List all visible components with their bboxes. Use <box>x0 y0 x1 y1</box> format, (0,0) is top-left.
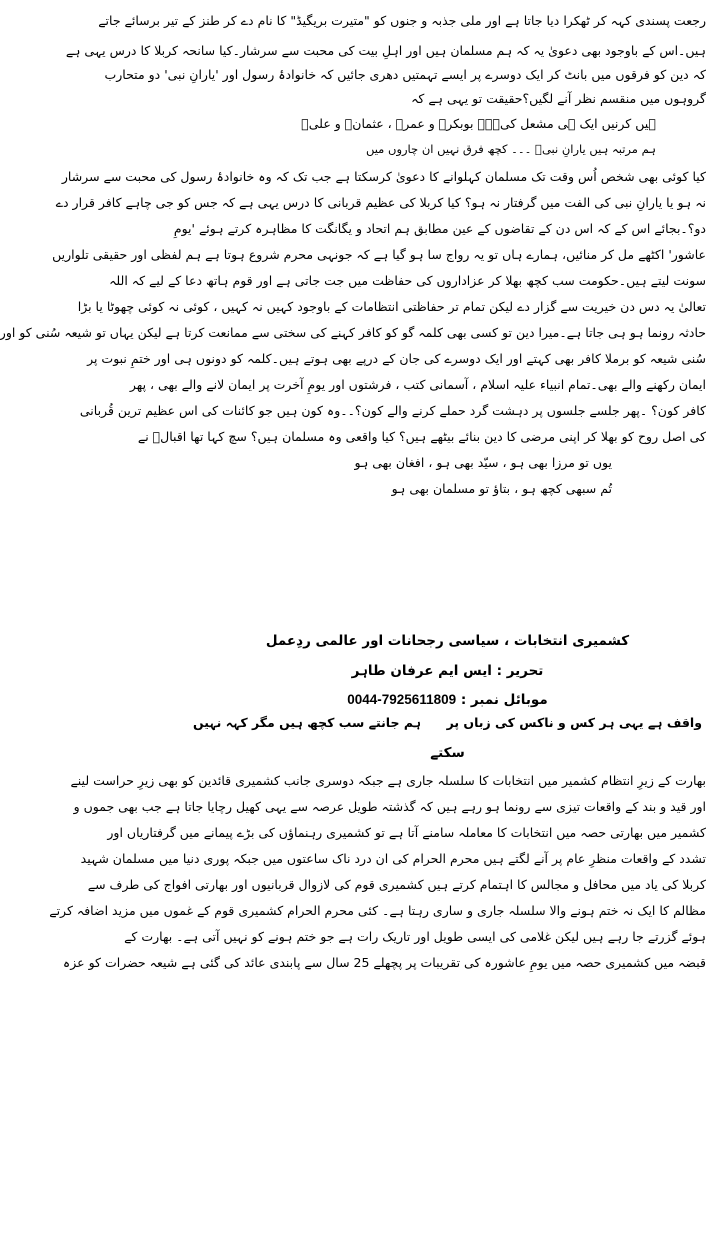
text-line: ہیں۔اس کے باوجود بھی دعویٰ یہ کہ ہم مسلمان ہیں اور اہلِ بیت کی محبت سے سرشار۔کیا سانحہ کربلا کا درس یہی ہے <box>65 43 706 58</box>
verse-right: واقف ہے یہی ہر کس و ناکس کی زباں پر <box>446 715 702 730</box>
text-line: گروہوں میں منقسم نظر آنے لگیں؟حقیقت تو یہی ہے کہ <box>411 91 706 106</box>
couplet-line: ہم مرتبہ ہیں یارانِ نبیؐ ۔۔۔ کچھ فرق نہیں ان چاروں میں <box>365 142 656 156</box>
text-line: حادثہ رونما ہو ہی جاتا ہے۔میرا دین تو کسی بھی کلمہ گو کو کافر کہنے کی سختی سے ممانعت کرتا ہے لیکن یہاں تو شیعہ سُنی کو اور <box>0 325 706 340</box>
couplet-line: یوں تو مرزا بھی ہو ، سیّد بھی ہو ، افغان بھی ہو <box>354 455 612 470</box>
text-line: نہ ہو یا یارانِ نبی کی الفت میں گرفتار نہ ہو؟ کیا کربلا کی عظیم قربانی کا درس یہی ہے کہ جس کو جی چاہے کافر قرار دے <box>55 195 706 210</box>
verse-end: سکتے <box>430 745 465 761</box>
text-line: تشدد کے واقعات منظرِ عام پر آنے لگتے ہیں محرم الحرام کی ان درد ناک ساعتوں میں جبکہ پوری دنیا میں مسلمان شہید <box>80 851 706 866</box>
text-line: سُنی شیعہ کو برملا کافر بھی کہتے اور ایک دوسرے کی جان کے درپے بھی ہوتے ہیں۔کلمہ کو دونوں ہی اور ختمِ نبوت پر <box>87 351 706 366</box>
mobile-label: موبائل نمبر : <box>460 692 548 708</box>
text-line: تعالیٰ یہ دس دن خیریت سے گزار دے لیکن تمام تر حفاظتی انتظامات کے باوجود کہیں نہ کہیں ، کوئی نہ کوئی چھوٹا یا بڑا <box>77 299 706 314</box>
mobile-number: 0044-7925611809 <box>347 692 457 707</box>
text-line: کیا کوئی بھی شخص اُس وقت تک مسلمان کہلوانے کا دعویٰ کرسکتا ہے جب تک کہ وہ خانوادۂ رسول کی محبت سے سرشار <box>61 169 706 184</box>
article-title: کشمیری انتخابات ، سیاسی رجحانات اور عالمی ردِعمل <box>265 633 630 649</box>
text-line: دو؟۔بجائے اس کے کہ اس دن کے تقاضوں کے عین مطابق ہم اتحاد و یگانگت کا مظاہرہ کرتے ہوئے 'یومِ <box>173 221 706 236</box>
text-line: اور قید و بند کے واقعات تیزی سے رونما ہو رہے ہیں کہ گذشتہ طویل عرصہ سے یہی کھیل رچایا جاتا ہے جب بھی جموں و <box>73 799 706 814</box>
text-line: ہوئے گزرتے جا رہے ہیں لیکن غلامی کی ایسی طویل اور تاریک رات ہے جو ختم ہونے کو نہیں آتی ہے۔ بھارت کے <box>124 929 706 944</box>
text-line: رجعت پسندی کہہ کر ٹھکرا دیا جاتا ہے اور ملی جذبہ و جنوں کو "متیرت بریگیڈ" کا نام دے کر طنز کے تیر برسائے جاتے <box>98 13 706 28</box>
text-line: عاشور' اکٹھے مل کر منائیں، ہمارے ہاں تو یہ رواج سا ہو گیا ہے کہ جونہی محرم شروع ہوتا ہے ہم لفظی اور حقیقی تلواریں <box>52 247 706 262</box>
mobile-line <box>189 689 706 711</box>
couplet-line: تُم سبھی کچھ ہو ، بتاؤ تو مسلمان بھی ہو <box>391 481 612 496</box>
text-line: بھارت کے زیرِ انتظام کشمیر میں انتخابات کا سلسلہ جاری ہے جبکہ دوسری جانب کشمیری قائدین کو بھی زیرِ حراست لینے <box>70 773 706 788</box>
text-line: سونت لیتے ہیں۔حکومت سب کچھ بھلا کر عزاداروں کی حفاظت میں جت جاتی ہے اور قوم ہاتھ دعا کے لیے کہ اللہ <box>109 273 706 288</box>
author-line: تحریر : ایس ایم عرفان طاہر <box>351 663 544 679</box>
text-line: کربلا کی یاد میں محافل و مجالس کا اہتمام کرتے ہیں کشمیری قوم کی لازوال قربانیوں اور بھارتی افواج کی طرف سے <box>87 877 706 892</box>
text-line: ایمان رکھنے والے بھی۔تمام انبیاء علیہ اسلام ، آسمانی کتب ، فرشتوں اور یومِ آخرت پر ایمان لانے والے بھی ، پھر <box>129 377 706 392</box>
verse-row <box>193 712 702 734</box>
text-line: کہ دین کو فرقوں میں بانٹ کر ایک دوسرے پر ایسے تہمتیں دھری جائیں کہ خانوادۂ رسول اور 'یارانِ نبی' دو متحارب <box>104 67 706 82</box>
text-line: کافر کون؟ ۔پھر جلسے جلسوں پر دہشت گرد حملے کرنے والے کون؟۔۔وہ کون ہیں جو کائنات کی اس عظیم ترین قُربانی <box>79 403 706 418</box>
verse-left: ہم جانتے سب کچھ ہیں مگر کہہ نہیں <box>193 715 421 730</box>
couplet-line: ہیں کرنیں ایک ہی مشعل کی۔۔۔ بوبکرؓ و عمرؓ ، عثمانؓ و علیؓ <box>301 116 656 131</box>
text-line: مظالم کا ایک نہ ختم ہونے والا سلسلہ جاری و ساری رہتا ہے۔ کئی محرم الحرام کشمیری قوم کے غموں میں مزید اضافہ کرتے <box>49 903 706 918</box>
text-line: کشمیر میں بھارتی حصہ میں انتخابات کا معاملہ سامنے آتا ہے تو کشمیری رہنماؤں کی بڑے پیمانے میں گرفتاریاں اور <box>107 825 706 840</box>
text-line: کی اصل روح کو بھلا کر اپنی مرضی کا دین بنائے بیٹھے ہیں؟ کیا واقعی وہ مسلمان ہیں؟ سچ کہا تھا اقبالؒ نے <box>137 429 706 444</box>
text-line: قبضہ میں کشمیری حصہ میں یومِ عاشورہ کی تقریبات پر پچھلے 25 سال سے پابندی عائد کی گئی ہے شیعہ حضرات کو عزہ <box>62 955 706 970</box>
